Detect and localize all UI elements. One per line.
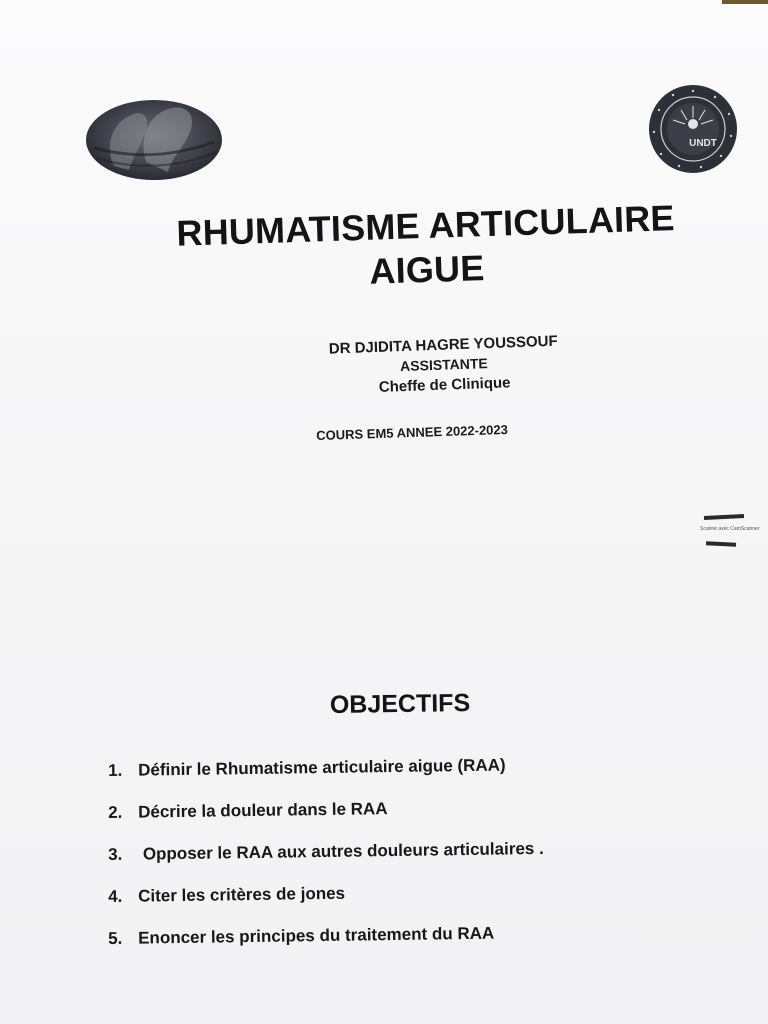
objective-text: Citer les critères de jones — [138, 883, 346, 906]
faces-emblem-icon — [84, 96, 224, 184]
author-block — [318, 331, 570, 400]
objective-text: Décrire la douleur dans le RAA — [138, 799, 388, 822]
seal-text: UNDT — [689, 138, 717, 149]
objective-text: Opposer le RAA aux autres douleurs articulaires . — [138, 838, 544, 864]
objective-number: 3. — [108, 844, 123, 864]
scan-bar-bottom — [706, 541, 736, 547]
university-seal-icon — [645, 84, 741, 174]
author-name: DR DJIDITA HAGRE YOUSSOUF — [328, 332, 558, 358]
objective-item — [108, 921, 628, 950]
author-title: Cheffe de Clinique — [378, 374, 511, 396]
document-title — [170, 196, 683, 300]
objective-number: 5. — [108, 928, 123, 948]
scan-watermark-text: Scanné avec CamScanner — [700, 526, 760, 532]
title-line-2: AIGUE — [368, 247, 486, 292]
title-line-1: RHUMATISME ARTICULAIRE — [175, 197, 676, 254]
scan-watermark — [692, 512, 758, 550]
objective-number: 4. — [108, 886, 123, 906]
objective-text: Enoncer les principes du traitement du RAA — [138, 923, 495, 948]
objective-item — [108, 753, 628, 782]
objective-number: 1. — [108, 760, 123, 780]
course-line: COURS EM5 ANNEE 2022-2023 — [316, 421, 509, 443]
scan-corner-mark — [722, 0, 768, 4]
scan-bar-top — [704, 514, 744, 520]
author-role: ASSISTANTE — [399, 355, 489, 375]
objectives-list — [108, 755, 628, 970]
objectives-heading: OBJECTIFS — [329, 689, 471, 719]
objective-item — [108, 879, 628, 908]
objective-item — [108, 837, 628, 866]
objective-item — [108, 795, 628, 824]
objective-text: Définir le Rhumatisme articulaire aigue (RAA) — [138, 755, 506, 780]
objective-number: 2. — [108, 802, 123, 822]
